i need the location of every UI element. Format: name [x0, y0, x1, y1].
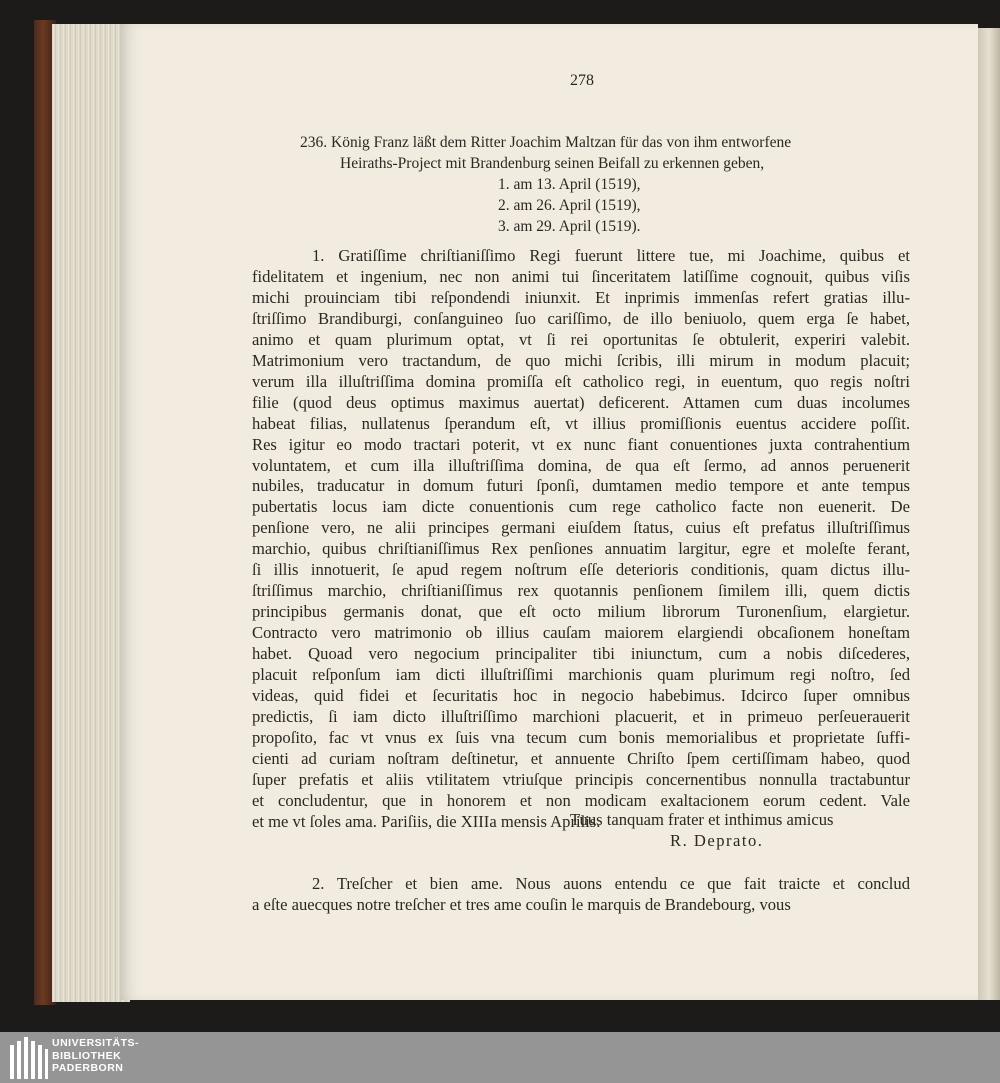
library-name: [52, 1037, 139, 1075]
letter-1-line: et concludentur, que in honorem et non modicam exaltacionem eorum cedent. Vale: [252, 790, 910, 810]
letter-1-line: michi prouinciam tibi reſpondendi iniunxit. Et inprimis immenſas refert gratias illu-: [252, 287, 910, 307]
letter-1-line: marchio, quibus chriſtianiſſimus Rex penſiones annuatim largitur, egre et moleſte ferant,: [252, 539, 910, 559]
library-logo-icon: [10, 1037, 50, 1079]
letter-1-line: nubiles, traducatur in domum futuri ſponſi, dumtamen medio tempore et ante tempus: [252, 476, 910, 496]
letter-1-line: filie (quod deus optimus maximus auertat) deficerent. Attamen cum duas incolumes: [252, 392, 910, 412]
letter-2-line: 2. Treſcher et bien ame. Nous auons entendu ce que fait traicte et conclud: [312, 874, 910, 893]
letter-1-line: Contracto vero matrimonio ob illius cauſam maiorem elargiendi obcaſionem honeſtam: [252, 623, 910, 643]
letter-1-line: pubertatis locus iam dicte conuentionis cum rege catholico facte non euenerit. De: [252, 497, 910, 517]
letter-1-line: 1. Gratiſſime chriſtianiſſimo Regi fuerunt littere tue, mi Joachime, quibus et: [312, 246, 910, 265]
page-edges: [52, 24, 130, 1002]
letter-1-line: ſuper prefatis et aliis vtilitatem vtriuſque principis concernentibus nonnulla tractabuntur: [252, 769, 910, 789]
letter-1-line: voluntatem, et cum illa illuſtriſſima domina, de qua eſt ſermo, ad annos peruenerit: [252, 455, 910, 475]
letter-1-line: cienti ad curiam noſtram deſtinetur, et annuente Chriſto ſpem certiſſimam habeo, quod: [252, 748, 910, 768]
page-number: 278: [570, 72, 594, 89]
library-name-line-3: PADERBORN: [52, 1062, 124, 1074]
heading-line-2: Heiraths-Project mit Brandenburg seinen Beifall zu erkennen geben,: [340, 155, 765, 172]
letter-1-line: ſi illis innotuerit, ſe apud regem noſtrum eſſe deterioris conditionis, quam dictus illu-: [252, 560, 910, 580]
letter-1-line: videas, quid fidei et ſecuritatis hoc in negocio habebimus. Idcirco ſuper omnibus: [252, 686, 910, 706]
letter-1-line: ſtriſſimo Brandiburgi, conſanguineo ſuo cariſſimo, de illo beniuolo, quem erga ſe habet,: [252, 308, 910, 328]
letter-1-line: et me vt ſoles ama. Pariſiis, die XIIIa mensis Aprilis.: [252, 811, 601, 831]
letter-1-line: verum illa illuſtriſſima domina promiſſa eſt catholico regi, in euentum, quo regis noſtri: [252, 371, 910, 391]
letter-1-line: habet. Quoad vero negocium principaliter tibi iniunctum, cum a nobis diſcederes,: [252, 644, 910, 664]
heading-date-1: 1. am 13. April (1519),: [498, 176, 641, 193]
letter-2-body: [252, 874, 910, 916]
letter-1-line: penſione vero, ne alii principes germani eiuſdem ſtatus, cuius eſt prefatus illuſtriſſimus: [252, 518, 910, 538]
right-page-edge: [978, 28, 1000, 1000]
letter-1-line: Matrimonium vero tractandum, de quo michi ſcribis, illi mirum in modum placuit;: [252, 350, 910, 370]
letter-1-line: placuit reſponſum iam dicti illuſtriſſimi marchionis quam plurimum regi noſtro, ſed: [252, 665, 910, 685]
letter-2-line: a eſte auecques notre treſcher et tres ame couſin le marquis de Brandebourg, vous: [252, 894, 791, 914]
signature-name: R. Deprato.: [670, 831, 764, 850]
letter-1-line: animo et quam plurimum optat, vt ſi rei oportunitas ſe obtulerit, experiri valebit.: [252, 329, 910, 349]
letter-1-line: Res igitur eo modo tractari poterit, vt ex nunc fiant conuentiones juxta contrahentium: [252, 434, 910, 454]
letter-1-line: habeat filias, nullatenus ſperandum eſt, vt illius promiſſionis euentus accidere poſſit.: [252, 413, 910, 433]
library-footer: [0, 1032, 1000, 1083]
heading-date-2: 2. am 26. April (1519),: [498, 197, 641, 214]
library-name-line-2: BIBLIOTHEK: [52, 1049, 122, 1062]
letter-1-line: fidelitatem et ingenium, nec non animi tui ſinceritatem latiſſime cognouit, quibus viſis: [252, 266, 910, 286]
letter-1-line: ſtriſſimus marchio, chriſtianiſſimus rex quotannis penſionem ſimilem illi, quem dictis: [252, 581, 910, 601]
heading-line-1: 236. König Franz läßt dem Ritter Joachim Maltzan für das von ihm entworfene: [300, 134, 792, 151]
letter-1-line: predictis, ſi iam dicto illuſtriſſimo marchioni placuerit, et in primeuo perſeuerauerit: [252, 706, 910, 726]
library-name-line-1: UNIVERSITÄTS-: [52, 1037, 140, 1049]
letter-1-line: propoſito, fac vt vnus ex ſuis vna tecum cum bonis memorialibus et proprietate ſuffi-: [252, 727, 910, 747]
heading-date-3: 3. am 29. April (1519).: [498, 218, 641, 235]
letter-1-line: principibus germanis donat, que eſt octo milium librorum Turonenſium, elargietur.: [252, 602, 910, 622]
signature-closing: Tuus tanquam frater et inthimus amicus: [570, 810, 834, 829]
letter-1-body: [252, 246, 910, 833]
